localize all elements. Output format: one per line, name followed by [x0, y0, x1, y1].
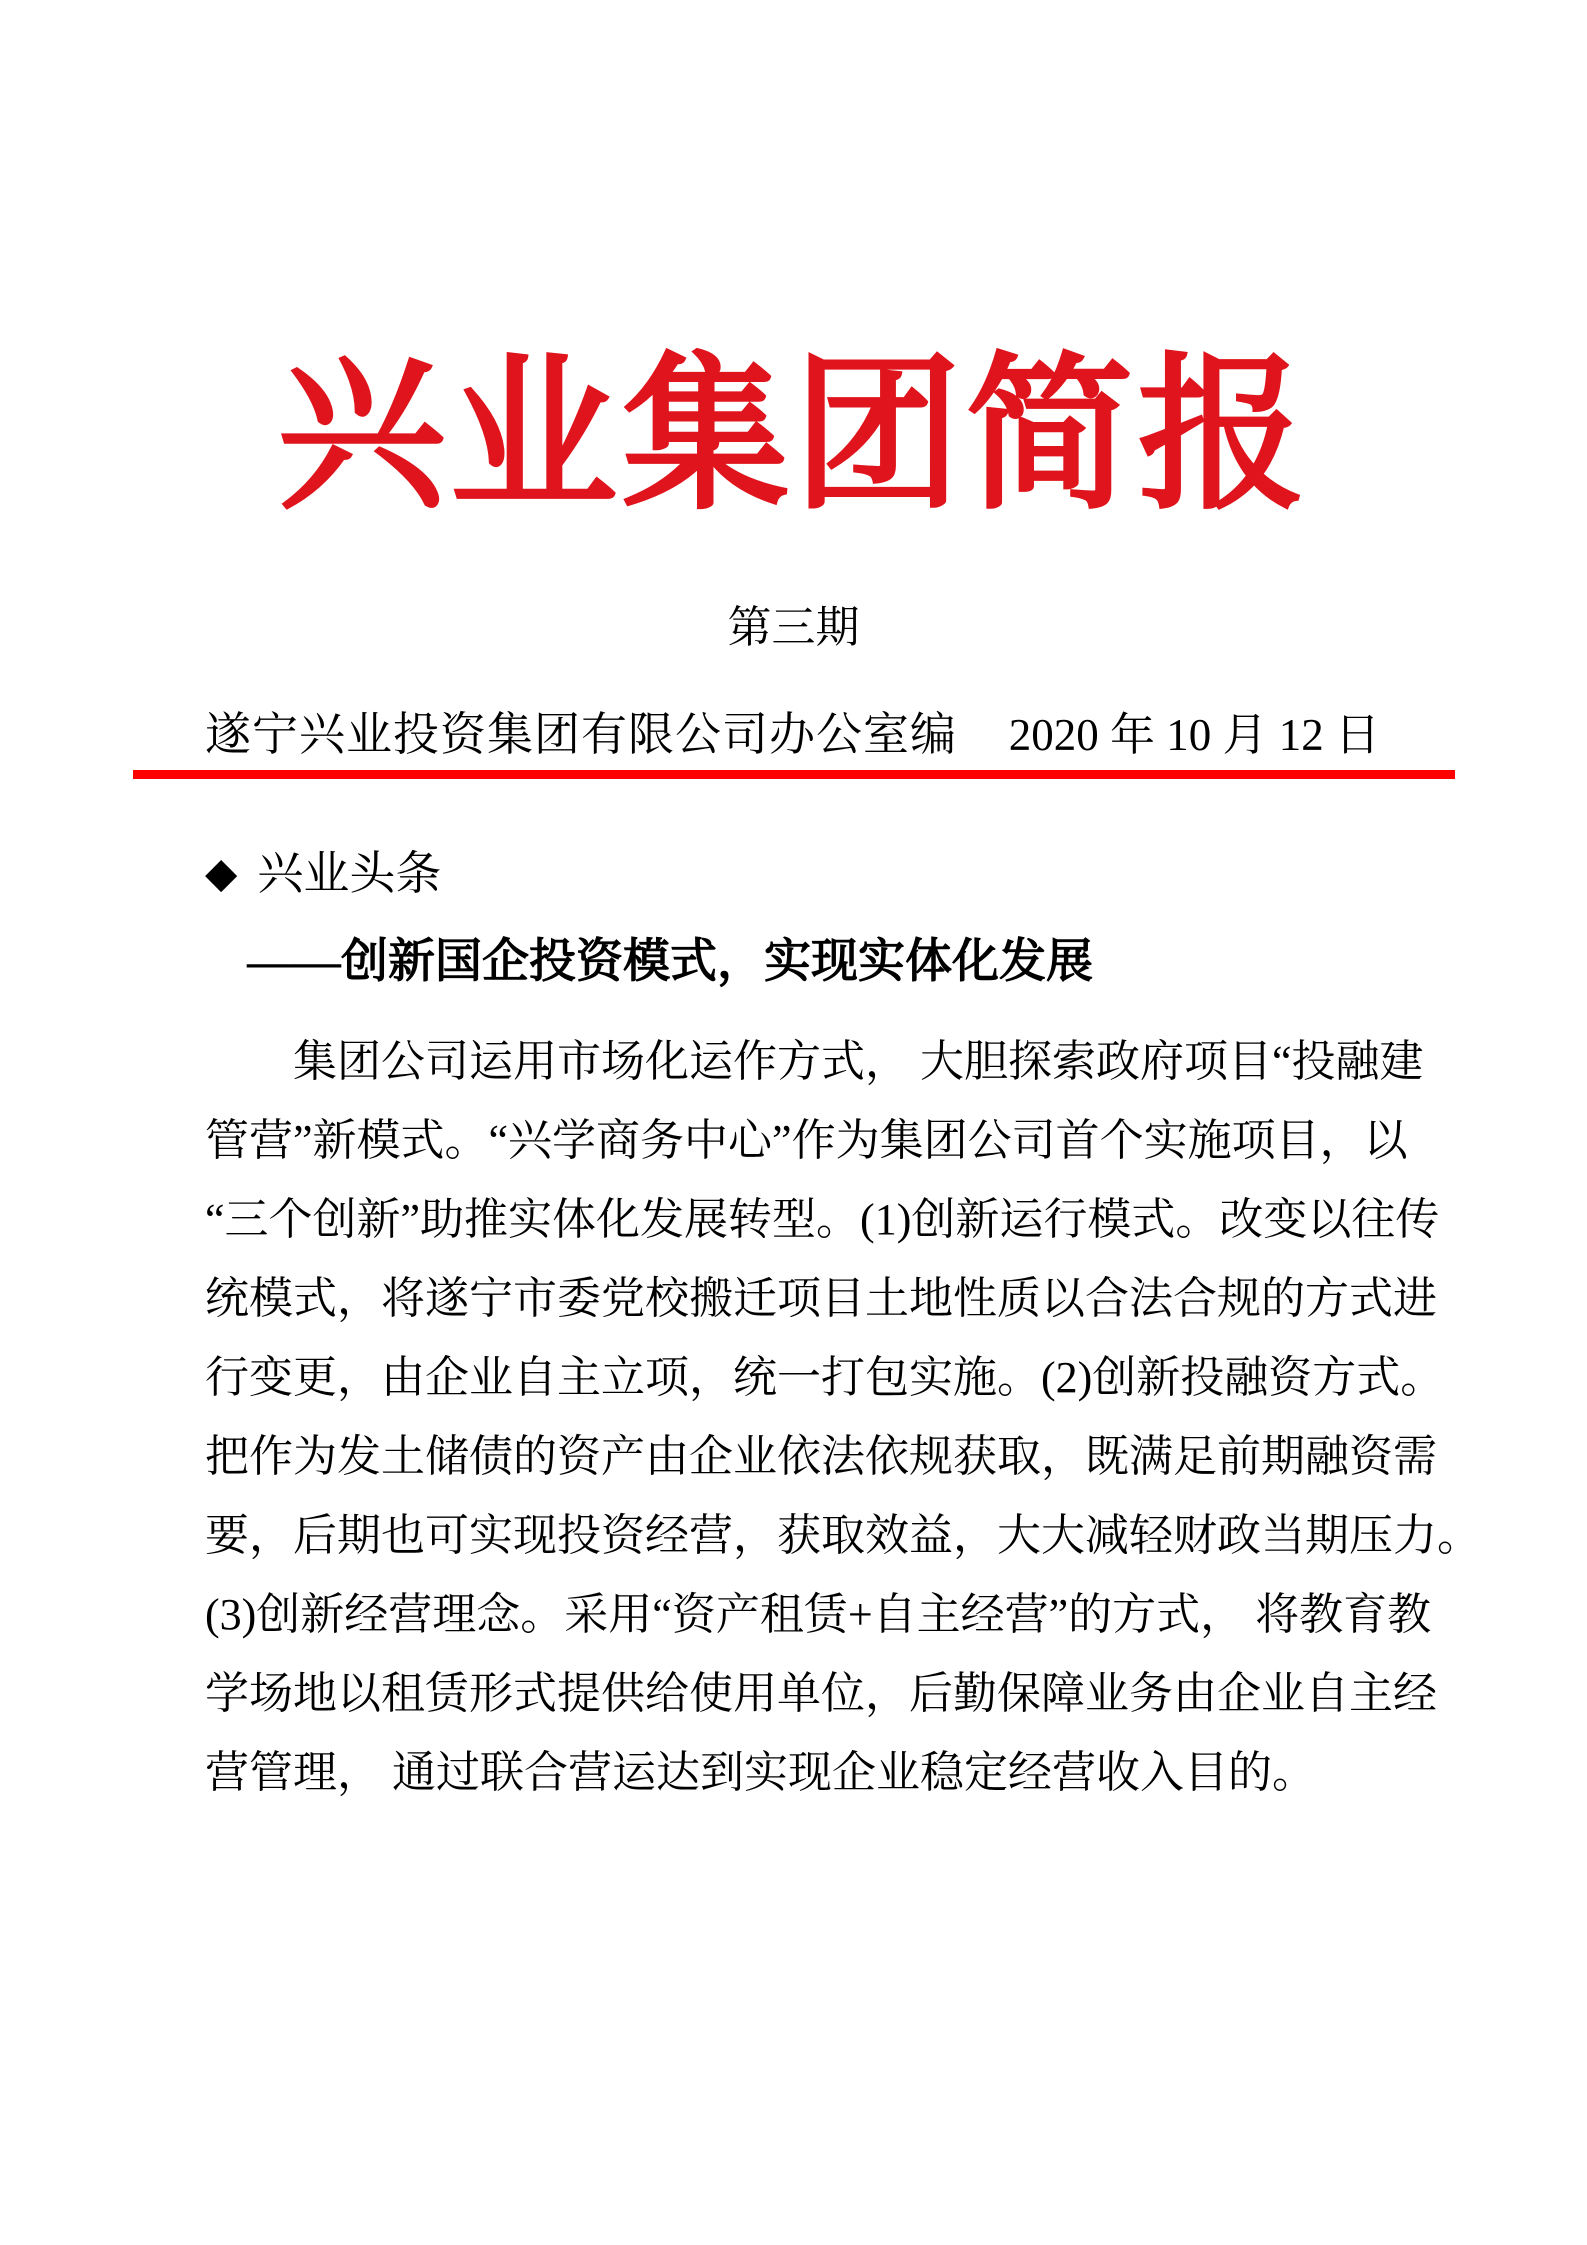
date-line: 2020 年 10 月 12 日	[1008, 710, 1380, 760]
issue-number: 第三期	[727, 603, 860, 652]
body-line: 统模式，将遂宁市委党校搬迁项目土地性质以合法合规的方式进	[205, 1274, 1437, 1323]
body-line: 营管理， 通过联合营运达到实现企业稳定经营收入目的。	[205, 1748, 1316, 1797]
red-divider-rule	[133, 770, 1455, 779]
header-row	[205, 698, 1380, 764]
masthead-calligraphy-title: 兴业集团简报	[277, 335, 1310, 533]
diamond-bullet-icon: ◆	[205, 849, 238, 896]
body-line: “三个创新”助推实体化发展转型。(1)创新运行模式。改变以往传	[205, 1195, 1440, 1244]
section-title: 兴业头条	[257, 847, 442, 899]
body-line: 要，后期也可实现投资经营，获取效益，大大减轻财政当期压力。	[205, 1511, 1481, 1560]
body-line: 集团公司运用市场化运作方式， 大胆探索政府项目“投融建	[293, 1037, 1424, 1086]
article-title: ——创新国企投资模式，实现实体化发展	[247, 936, 1093, 988]
body-line: 管营”新模式。“兴学商务中心”作为集团公司首个实施项目，以	[205, 1116, 1408, 1165]
body-line: 行变更，由企业自主立项，统一打包实施。(2)创新投融资方式。	[205, 1353, 1445, 1402]
body-line: 学场地以租赁形式提供给使用单位，后勤保障业务由企业自主经	[205, 1669, 1437, 1718]
body-line: (3)创新经营理念。采用“资产租赁+自主经营”的方式， 将教育教	[205, 1590, 1432, 1639]
section-heading	[205, 848, 441, 899]
editor-line: 遂宁兴业投资集团有限公司办公室编	[205, 709, 957, 760]
article-body	[205, 1022, 1481, 1812]
body-line: 把作为发土储债的资产由企业依法依规获取，既满足前期融资需	[205, 1432, 1437, 1481]
